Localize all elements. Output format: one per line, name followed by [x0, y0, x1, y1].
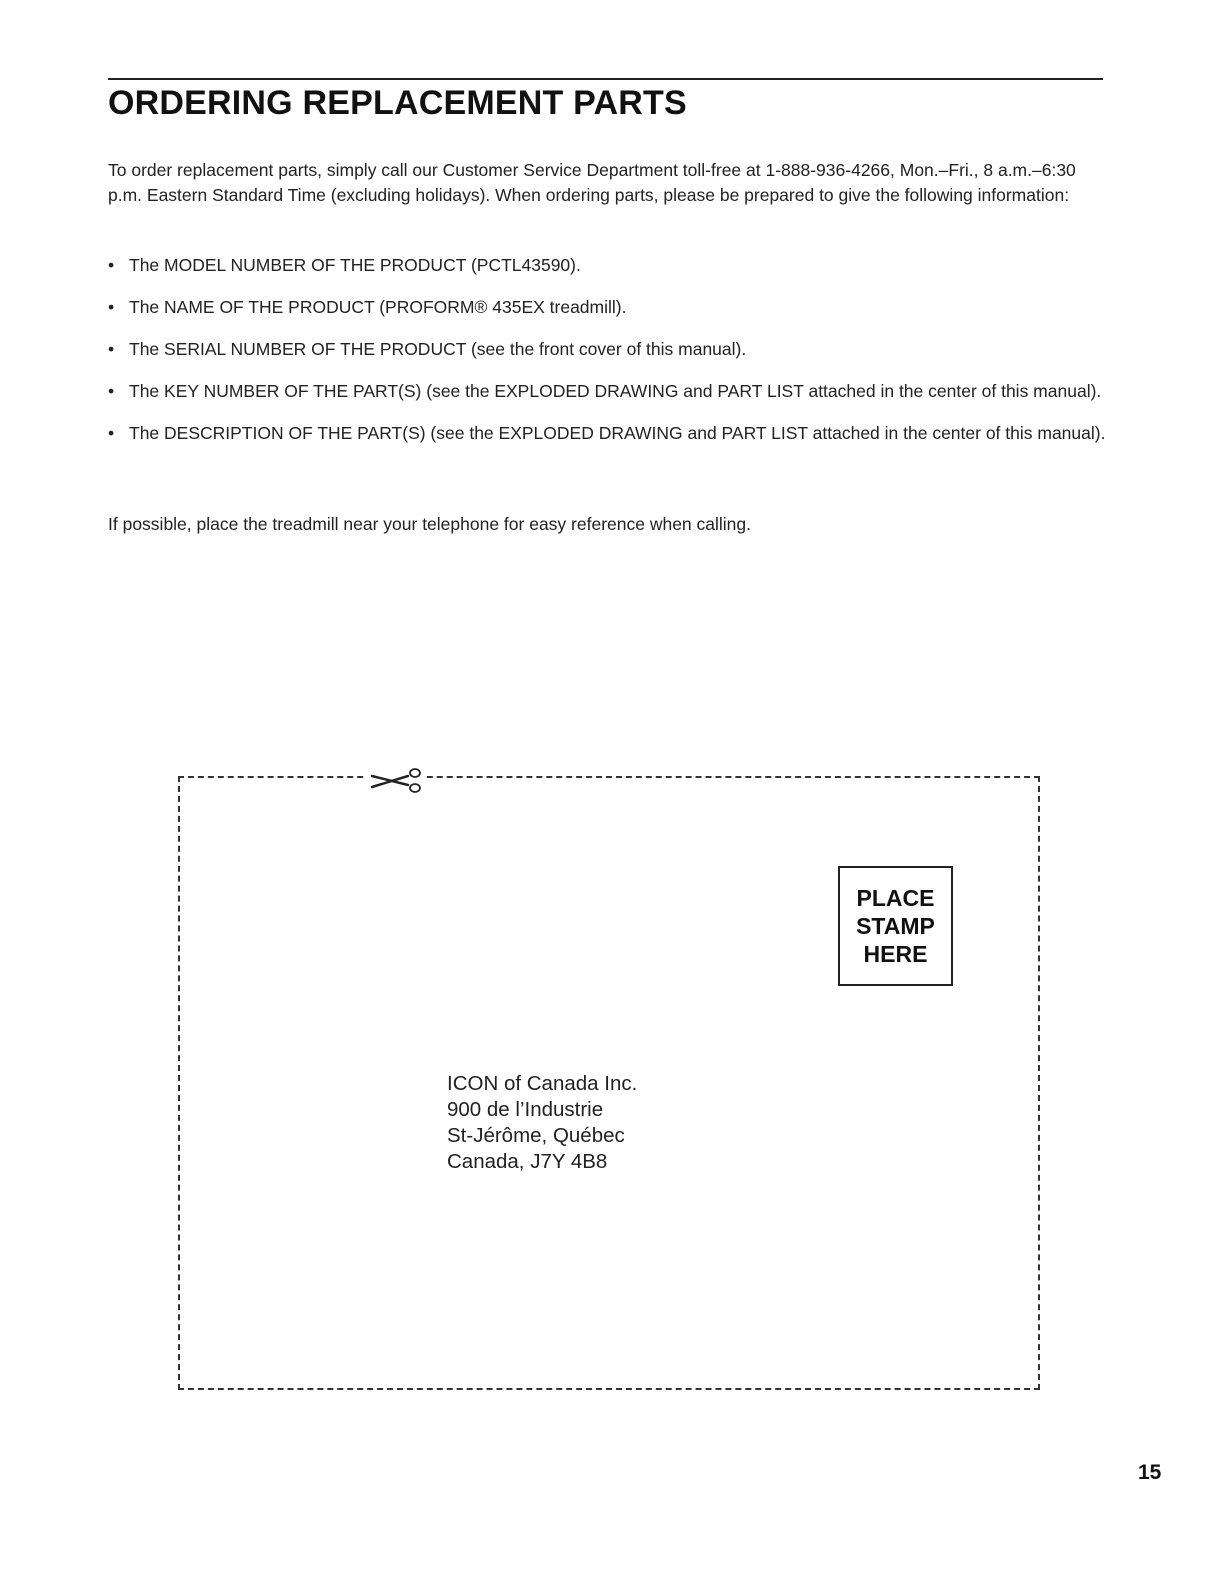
- list-item: [108, 421, 1108, 446]
- bullet-marker: •: [108, 255, 115, 275]
- required-info-list: [108, 253, 1108, 463]
- page-number: 15: [1138, 1461, 1162, 1484]
- list-item: [108, 253, 1108, 278]
- stamp-text-line: PLACE: [856, 885, 935, 911]
- list-item-text: The KEY NUMBER OF THE PART(S) (see the EXPLODED DRAWING and PART LIST attached in the center of this manual).: [129, 381, 1102, 401]
- address-line: St-Jérôme, Québec: [447, 1124, 625, 1147]
- list-item-text: The DESCRIPTION OF THE PART(S) (see the EXPLODED DRAWING and PART LIST attached in the center of this manual).: [129, 423, 1106, 443]
- stamp-text-line: STAMP: [856, 913, 935, 939]
- bullet-marker: •: [108, 423, 115, 443]
- page-title: ORDERING REPLACEMENT PARTS: [108, 84, 687, 122]
- address-line: 900 de l’Industrie: [447, 1098, 604, 1121]
- stamp-text-line: HERE: [863, 941, 928, 967]
- bullet-marker: •: [108, 381, 115, 401]
- list-item-text: The MODEL NUMBER OF THE PRODUCT (PCTL43590).: [129, 255, 581, 275]
- list-item: [108, 295, 1108, 320]
- list-item-text: The NAME OF THE PRODUCT (PROFORM® 435EX treadmill).: [129, 297, 627, 317]
- bullet-marker: •: [108, 297, 115, 317]
- list-item: [108, 337, 1108, 362]
- intro-paragraph: To order replacement parts, simply call our Customer Service Department toll-free at 1-888-936-4266, Mon.–Fri., 8 a.m.–6:30 p.m. Eastern Standard Time (excluding holidays). When ordering parts, please be prepared to give the following information:: [108, 160, 1076, 205]
- address-line: ICON of Canada Inc.: [447, 1072, 638, 1095]
- closing-note: If possible, place the treadmill near your telephone for easy reference when calling.: [108, 514, 752, 534]
- mailing-address: [447, 1071, 637, 1175]
- scissors-icon: [366, 763, 426, 797]
- address-line: Canada, J7Y 4B8: [447, 1150, 608, 1173]
- bullet-marker: •: [108, 339, 115, 359]
- list-item-text: The SERIAL NUMBER OF THE PRODUCT (see the front cover of this manual).: [129, 339, 747, 359]
- header-rule: [108, 78, 1103, 80]
- list-item: [108, 379, 1108, 404]
- stamp-placeholder: [838, 866, 953, 986]
